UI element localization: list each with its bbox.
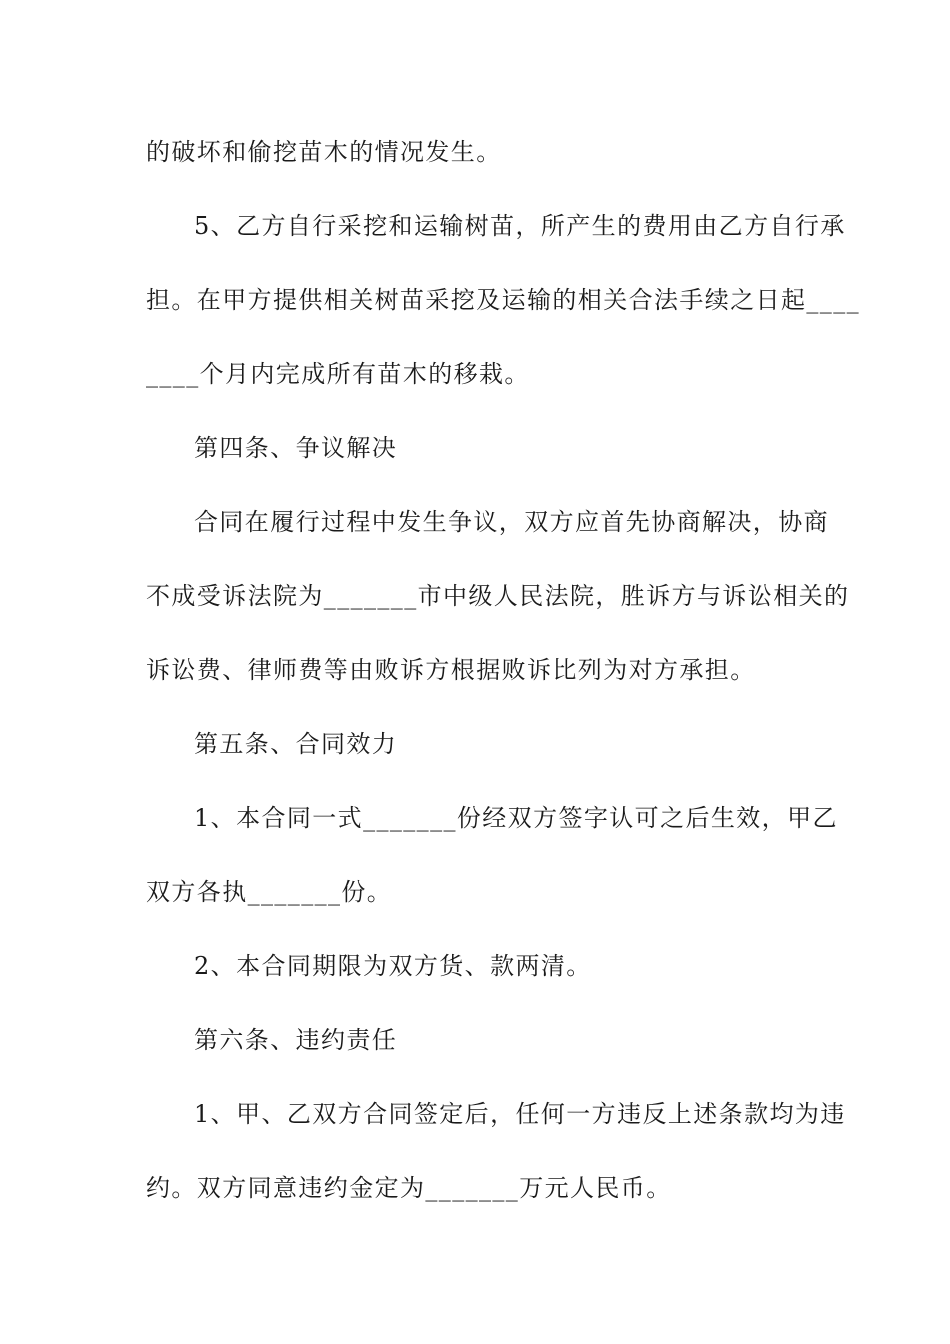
text-line-4: ____个月内完成所有苗木的移栽。 [146, 360, 530, 388]
text-line-1: 的破坏和偷挖苗木的情况发生。 [146, 138, 502, 166]
text-line-15: 约。双方同意违约金定为_______万元人民币。 [146, 1174, 672, 1202]
text-line-3: 担。在甲方提供相关树苗采挖及运输的相关合法手续之日起____ [146, 286, 860, 314]
text-line-6: 合同在履行过程中发生争议，双方应首先协商解决，协商 [194, 508, 829, 536]
section-heading-5: 第五条、合同效力 [194, 730, 398, 758]
text-line-8: 诉讼费、律师费等由败诉方根据败诉比列为对方承担。 [146, 656, 756, 684]
section-heading-4: 第四条、争议解决 [194, 434, 398, 462]
text-line-10: 1、本合同一式_______份经双方签字认可之后生效，甲乙 [194, 804, 838, 832]
text-line-14: 1、甲、乙双方合同签定后，任何一方违反上述条款均为违 [194, 1100, 846, 1128]
text-line-2: 5、乙方自行采挖和运输树苗，所产生的费用由乙方自行承 [194, 212, 846, 240]
section-heading-6: 第六条、违约责任 [194, 1026, 398, 1054]
text-line-11: 双方各执_______份。 [146, 878, 393, 906]
text-line-12: 2、本合同期限为双方货、款两清。 [194, 952, 592, 980]
text-line-7: 不成受诉法院为_______市中级人民法院，胜诉方与诉讼相关的 [146, 582, 850, 610]
